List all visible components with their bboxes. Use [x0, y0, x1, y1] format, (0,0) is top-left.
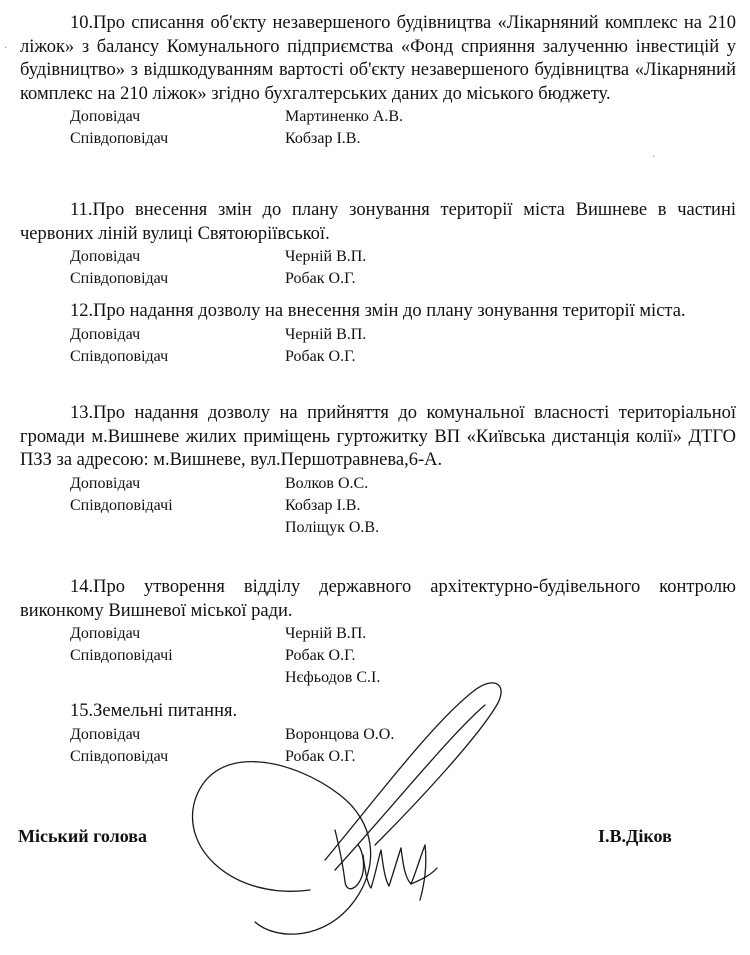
speaker-name: Черній В.П. [285, 248, 367, 265]
speaker-role: Доповідач [70, 725, 141, 743]
scan-speck: · [4, 43, 8, 54]
speaker-name: Волков О.С. [285, 474, 369, 492]
speaker-name: Робак О.Г. [285, 347, 356, 365]
speaker-role: Доповідач [70, 108, 141, 125]
speaker-role: Співдоповідачі [70, 496, 173, 514]
speaker-row [20, 473, 736, 495]
speaker-row [20, 268, 736, 290]
speaker-row [20, 346, 736, 368]
speaker-row [20, 106, 736, 128]
speaker-name: Черній В.П. [285, 625, 367, 642]
speaker-name: Робак О.Г. [285, 270, 356, 287]
agenda-item-title: 13.Про надання дозволу на прийняття до комунальної власності територіальної громади м.Вишневе жилих приміщень гуртожитку ВП «Київська дистанція колії» ДТГО ПЗЗ за адресою: м.Вишневе, вул.Першотравнева,6-А. [20, 403, 736, 470]
speaker-row [20, 495, 736, 517]
mayor-title: Міський голова [18, 826, 147, 846]
speaker-row [20, 128, 736, 150]
speaker-name: Поліщук О.В. [285, 518, 380, 536]
speaker-row [20, 517, 736, 539]
speaker-row [20, 246, 736, 268]
speaker-name: Кобзар І.В. [285, 496, 361, 514]
speakers [20, 473, 736, 539]
speakers [20, 106, 736, 150]
agenda-item-title: 11.Про внесення змін до плану зонування території міста Вишневе в частині червоних ліній вулиці Святоюріївської. [20, 200, 736, 244]
speaker-role: Співдоповідач [70, 270, 169, 287]
mayor-name: І.В.Діков [598, 826, 672, 846]
agenda-item-title: 10.Про списання об'єкту незавершеного будівництва «Лікарняний комплекс на 210 ліжок» з балансу Комунального підприємства «Фонд сприяння залученню інвестицій у будівництво» з відшкодуванням вартості об'єкту незавершеного будівництва «Лікарняний комплекс на 210 ліжок» згідно бухгалтерських даних до міського бюджету. [20, 13, 736, 104]
speaker-row [20, 324, 736, 346]
speaker-role: Співдоповідач [70, 747, 169, 765]
agenda-item-12 [20, 300, 736, 368]
speaker-role: Співдоповідач [70, 347, 169, 365]
speaker-name: Мартиненко А.В. [285, 108, 404, 125]
speaker-name: Воронцова О.О. [285, 725, 395, 743]
speaker-name: Черній В.П. [285, 325, 367, 343]
speaker-name: Нєфьодов С.І. [285, 669, 381, 686]
agenda-item-title: 15.Земельні питання. [70, 701, 238, 721]
agenda-item-title: 12.Про надання дозволу на внесення змін до плану зонування території міста. [70, 301, 686, 321]
agenda-item-10 [20, 12, 736, 150]
speaker-role: Доповідач [70, 325, 141, 343]
agenda-item-11 [20, 199, 736, 290]
agenda-item-13 [20, 402, 736, 539]
speaker-role: Доповідач [70, 248, 141, 265]
speaker-role: Доповідач [70, 625, 141, 642]
speaker-role: Співдоповідач [70, 130, 169, 147]
speakers [20, 246, 736, 290]
speakers [20, 324, 736, 368]
speaker-name: Кобзар І.В. [285, 130, 361, 147]
speaker-role: Співдоповідачі [70, 647, 173, 664]
speaker-row [20, 623, 736, 645]
speaker-name: Робак О.Г. [285, 647, 356, 664]
speaker-role: Доповідач [70, 474, 141, 492]
signature-drawing [175, 650, 535, 950]
speaker-name: Робак О.Г. [285, 747, 356, 765]
scan-speck: · [652, 152, 656, 163]
agenda-item-title: 14.Про утворення відділу державного архітектурно-будівельного контролю виконкому Вишневої міської ради. [20, 577, 736, 621]
